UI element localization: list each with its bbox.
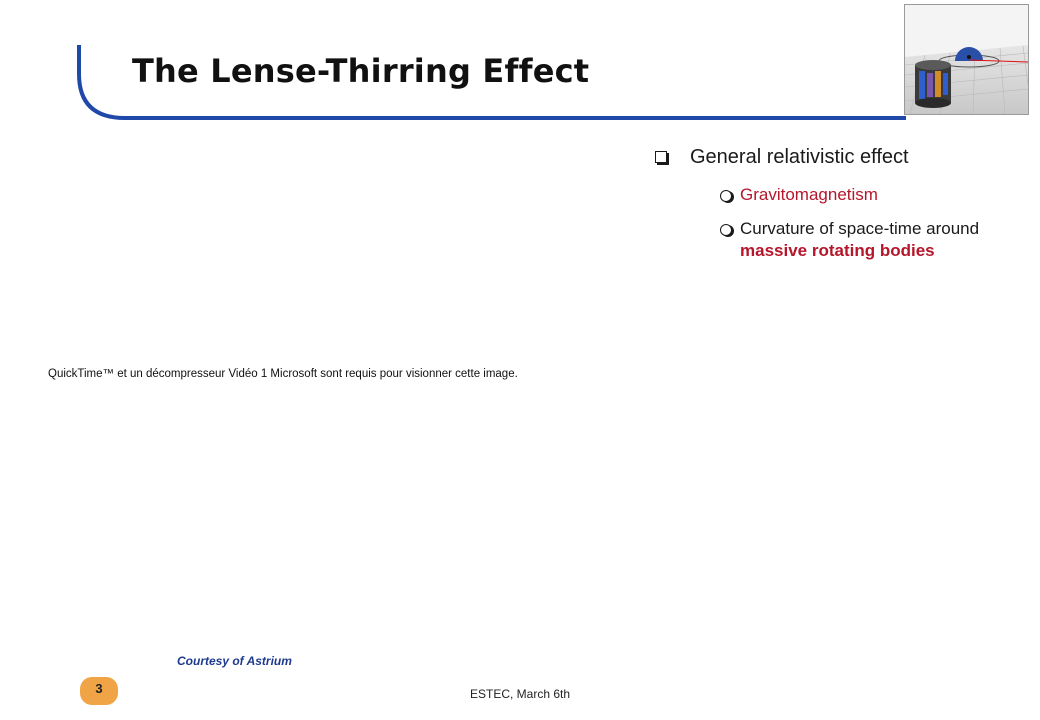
media-placeholder-text: QuickTime™ et un décompresseur Vidéo 1 Microsoft sont requis pour visionner cette image. [48,368,518,380]
sub-bullet-item [720,184,1030,206]
circle-bullet-icon [720,190,732,202]
bullet-list [650,142,1030,274]
sub-bullet-list [650,184,1030,262]
circle-bullet-icon [720,224,732,236]
page-number-badge: 3 [80,677,118,705]
bullet-text: General relativistic effect [690,146,909,168]
footer-text: ESTEC, March 6th [470,687,571,701]
bullet-item-main [650,142,1030,172]
square-bullet-icon [655,151,667,163]
slide-title: The Lense-Thirring Effect [132,52,590,90]
satellite-thumbnail-image [904,4,1029,115]
image-credit: Courtesy of Astrium [177,654,292,668]
sub-bullet-text: Curvature of space-time around [740,219,980,238]
sub-bullet-emphasis: massive rotating bodies [740,241,935,260]
sub-bullet-item [720,218,1030,262]
sub-bullet-text: Gravitomagnetism [740,185,878,204]
